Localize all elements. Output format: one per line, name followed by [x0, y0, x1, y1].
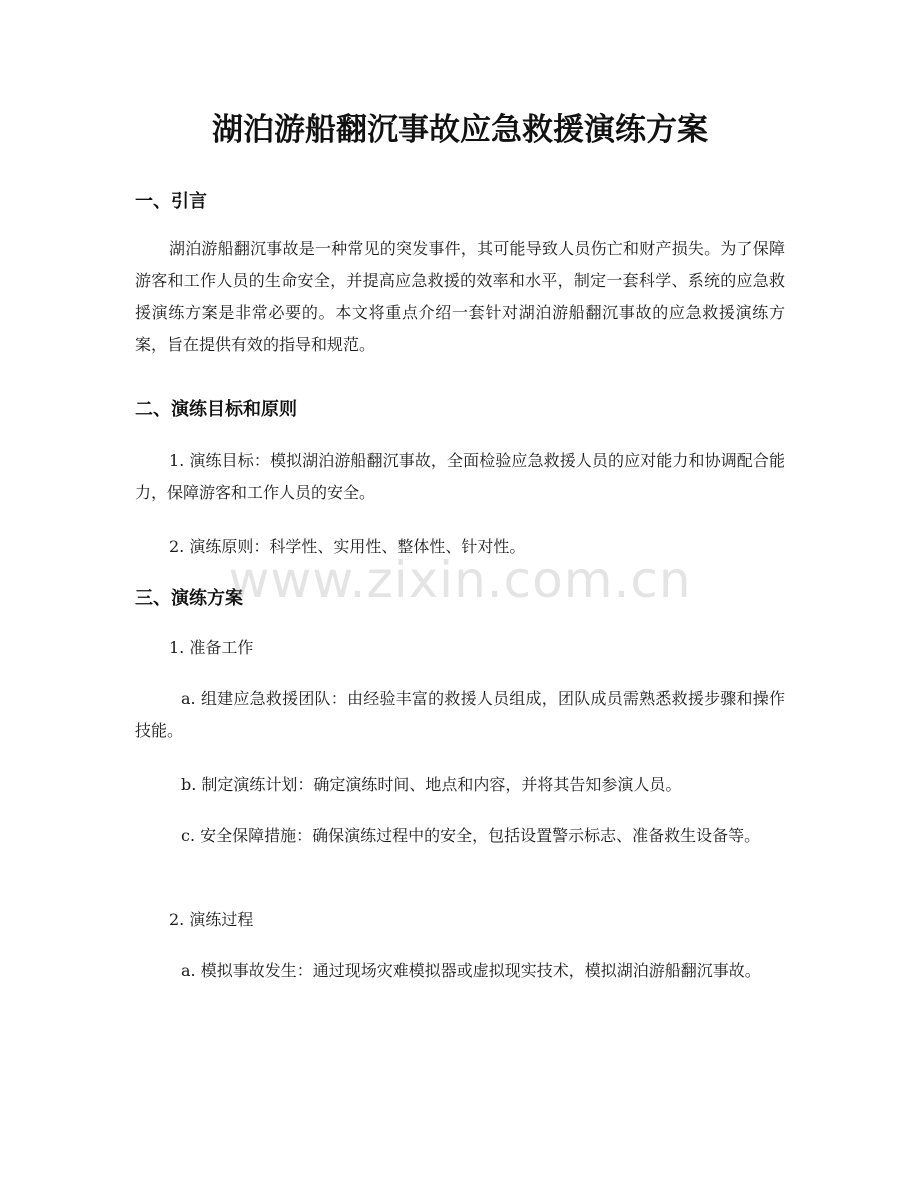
paragraph-drill-principle: 2. 演练原则：科学性、实用性、整体性、针对性。: [169, 537, 526, 556]
paragraph-preparation: 1. 准备工作: [169, 638, 254, 657]
paragraph-item-c-safety: c. 安全保障措施：确保演练过程中的安全，包括设置警示标志、准备救生设备等。: [181, 826, 761, 845]
watermark: www.zixin.com.cn: [228, 551, 692, 609]
document-title: 湖泊游船翻沉事故应急救援演练方案: [212, 112, 708, 148]
section-heading-introduction: 一、引言: [135, 191, 207, 212]
paragraph-item-b-plan: b. 制定演练计划：确定演练时间、地点和内容，并将其告知参演人员。: [181, 775, 682, 794]
paragraph-item-a-team: a. 组建应急救援团队：由经验丰富的救援人员组成，团队成员需熟悉救援步骤和操作技能。: [135, 689, 785, 740]
paragraph-item-a-simulation: a. 模拟事故发生：通过现场灾难模拟器或虚拟现实技术，模拟湖泊游船翻沉事故。: [181, 961, 761, 980]
section-heading-drill-plan: 三、演练方案: [135, 588, 243, 609]
paragraph-introduction: 湖泊游船翻沉事故是一种常见的突发事件，其可能导致人员伤亡和财产损失。为了保障游客和工作人员的生命安全，并提高应急救援的效率和水平，制定一套科学、系统的应急救援演练方案是非常必要的。本文将重点介绍一套针对湖泊游船翻沉事故的应急救援演练方案，旨在提供有效的指导和规范。: [135, 239, 785, 354]
section-heading-goals-principles: 二、演练目标和原则: [135, 399, 297, 420]
paragraph-drill-goal: 1. 演练目标：模拟湖泊游船翻沉事故，全面检验应急救援人员的应对能力和协调配合能力，保障游客和工作人员的安全。: [135, 451, 785, 502]
paragraph-drill-process: 2. 演练过程: [169, 910, 254, 929]
